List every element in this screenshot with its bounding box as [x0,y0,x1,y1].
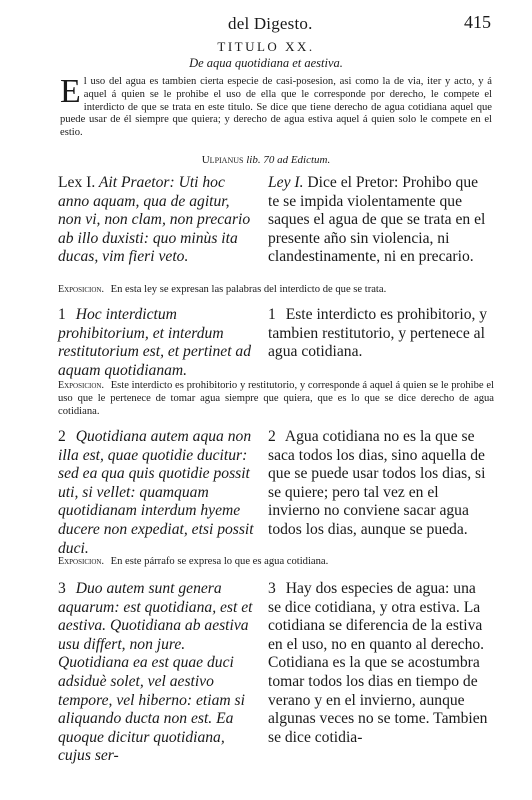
lex-latin-lead-italic: Ait Praetor: [98,174,175,191]
paragraph-spanish-text: Agua cotidiana no es la que se saca todos los dias, sino aquella de que se puede usar todos los dias, si se quiere; pero tal vez en el invierno no conviene sacar agua todos los dias, aunque se pueda. [268,428,486,538]
paragraph-1-spanish [268,306,490,362]
title-subtitle: De aqua quotidiana et aestiva. [189,56,343,70]
lex-latin-lead: Lex I. [58,174,96,191]
paragraph-spanish-text: Este interdicto es prohibitorio, y tambien restitutorio, y pertenece al agua cotidiana. [268,306,488,361]
exposition-text: En esta ley se expresan las palabras del interdicto de que se trata. [110,284,387,295]
running-title: del Digesto. [228,14,313,33]
exposition-2 [58,380,494,418]
title-heading: TITULO XX. [217,39,315,54]
paragraph-spanish-text: Hay dos especies de agua: una se dice cotidiana, y otra estiva. La cotidiana se diferencia de la estiva en el uso, no en quanto al derecho. Cotidiana es la que se acostumbra tomar todos los dias en tiempo de verano y en el invierno, aunque algunas veces no se tome. Tambien se dice cotidia- [268,580,488,746]
exposition-label: Exposicion. [58,284,104,295]
exposition-text: En este párrafo se expresa lo que es agua cotidiana. [110,556,329,567]
paragraph-number: 3 [58,580,66,597]
lex-latin-body: Uti hoc anno aquam, qua de agitur, non vi, non clam, non precario ab illo duxisti: quo minùs ita ducas, vim fieri veto. [58,174,251,266]
paragraph-2-latin [58,428,256,558]
source-reference: lib. 70 ad Edictum. [246,154,331,166]
paragraph-latin-text: Quotidiana autem aqua non illa est, quae quotidie ducitur: sed ea qua quis quotidie possit uti, si vellet: quamquam quotidianam interdum hyeme ducere non expediat, etsi possit duci. [58,428,254,557]
exposition-text: Este interdicto es prohibitorio y restitutorio, y corresponde á aquel á quien se le prohibe el uso que le pertenece de tomar agua siempre que quiera, que es lo que se dice derecho de agua cotidiana. [58,380,494,417]
paragraph-number: 3 [268,580,276,597]
paragraph-1-latin [58,306,256,380]
exposition-label: Exposicion. [58,380,104,391]
paragraph-number: 1 [58,306,66,323]
exposition-3 [58,556,494,569]
paragraph-number: 2 [268,428,276,445]
lex-spanish-lead: Ley I. [268,174,304,191]
drop-cap: E [60,73,81,110]
intro-paragraph [60,73,492,140]
running-head [0,14,532,36]
exposition-1 [58,284,494,297]
lex-spanish-body: Dice el Pretor: Prohibo que te se impida violentamente que saques el agua de que se trata en el presente año sin violencia, ni clandestinamente, ni en precario. [268,174,486,266]
source-author: Ulpianus [201,154,244,166]
page-number: 415 [464,12,491,32]
paragraph-latin-text: Duo autem sunt genera aquarum: est quotidiana, est et aestiva. Quotidiana ab aestiva usu differt, non jure. Quotidiana ea est quae duci adsiduè solet, vel aestivo tempore, vel hiberno: etiam si aliquando ducta non est. Ea quoque dicitur quotidiana, cujus ser- [58,580,253,765]
paragraph-number: 2 [58,428,66,445]
paragraph-latin-text: Hoc interdictum prohibitorium, et interdum restitutorium est, et pertinet ad aquam quotidianam. [58,306,252,379]
exposition-label: Exposicion. [58,556,104,567]
paragraph-3-spanish [268,580,490,747]
lex-spanish-text [268,174,490,267]
paragraph-number: 1 [268,306,276,323]
intro-text: l uso del agua es tambien cierta especie de casi-posesion, asi como la de via, iter y acto, y á aquel á quien se le prohibe el uso de ella que le corresponde por derecho, le compete el interdicto de que se trata en este titulo. Se dice que tiene derecho de agua cotidiana aquel que puede usar de él siempre que quiera; y derecho de agua estiva aquel á quien solo le compete en el estio. [60,76,492,139]
paragraph-3-latin [58,580,256,766]
source-citation [0,154,532,166]
paragraph-2-spanish [268,428,490,540]
lex-latin-text [58,174,256,267]
